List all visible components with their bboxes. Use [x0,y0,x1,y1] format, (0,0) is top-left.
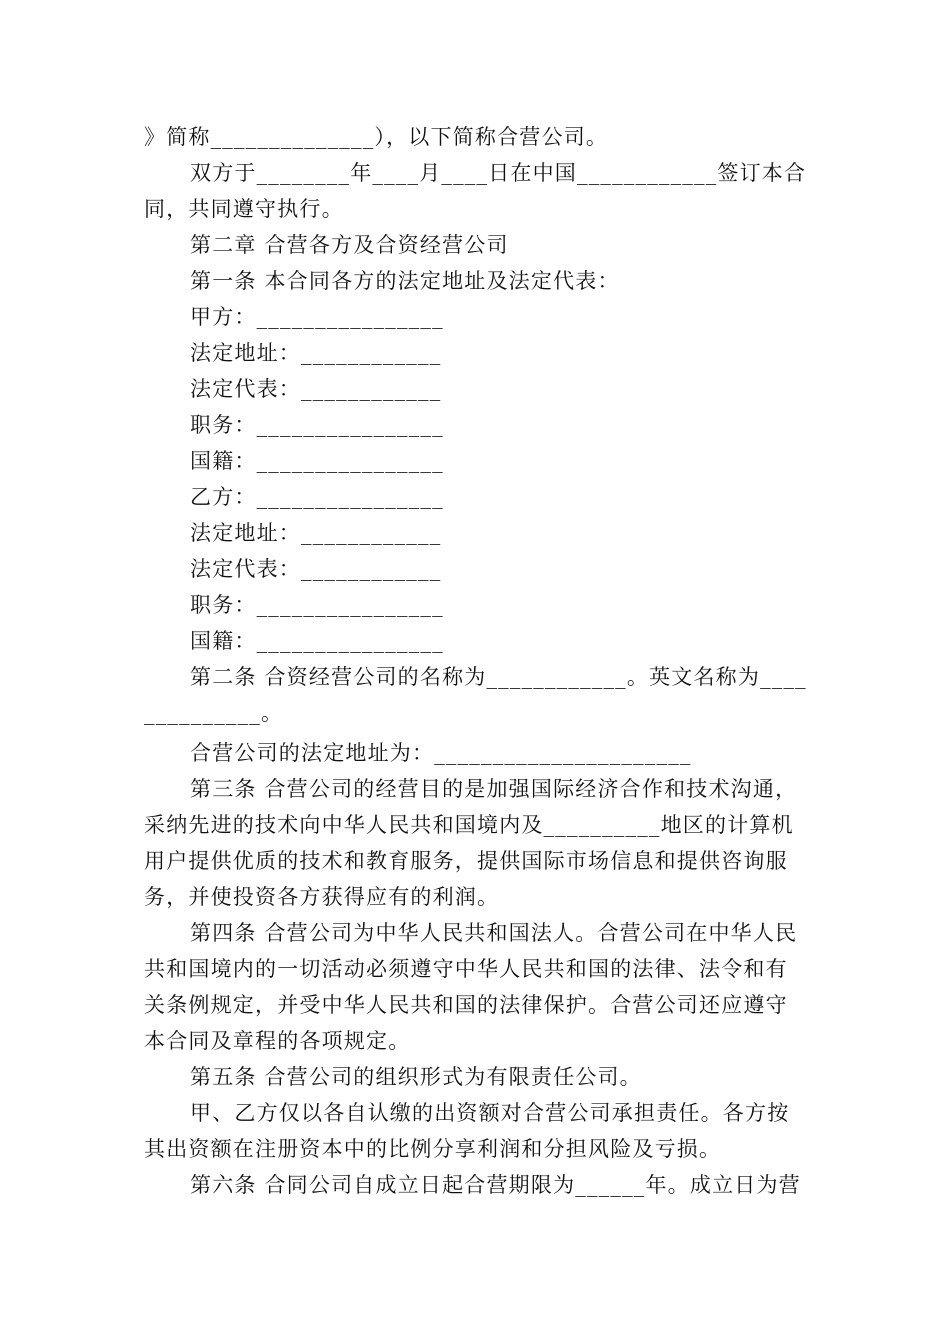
party-b-field: 乙方：________________ [190,485,444,509]
representative-field: 法定代表：____________ [190,377,442,401]
text-line: __________。 [144,701,284,725]
party-a-field: 甲方：________________ [190,305,444,329]
text-line: 本合同及章程的各项规定。 [144,1029,411,1053]
text-line: 共和国境内的一切活动必须遵守中华人民共和国的法律、法令和有 [144,957,788,981]
text-line: 甲、乙方仅以各自认缴的出资额对合营公司承担责任。各方按 [190,1101,790,1125]
position-field: 职务：________________ [190,593,444,617]
text-line: 用户提供优质的技术和教育服务，提供国际市场信息和提供咨询服 [144,849,788,873]
text-line: 双方于________年____月____日在中国____________签订本合 [190,161,807,185]
text-line: 第六条 合同公司自成立日起合营期限为______年。成立日为营 [190,1173,801,1197]
chapter-heading: 第二章 合营各方及合资经营公司 [190,233,509,257]
text-line: 合营公司的法定地址为：______________________ [190,741,692,765]
position-field: 职务：________________ [190,413,444,437]
text-line: 》简称______________），以下简称合营公司。 [144,125,609,149]
text-line: 关条例规定，并受中华人民共和国的法律保护。合营公司还应遵守 [144,993,788,1017]
text-line: 采纳先进的技术向中华人民共和国境内及__________地区的计算机 [144,813,794,837]
text-line: 第三条 合营公司的经营目的是加强国际经济合作和技术沟通， [190,777,798,801]
text-line: 第二条 合资经营公司的名称为____________。英文名称为____ [190,665,807,689]
text-line: 务，并使投资各方获得应有的利润。 [144,885,500,909]
text-line: 第四条 合营公司为中华人民共和国法人。合营公司在中华人民 [190,921,798,945]
text-line: 其出资额在注册资本中的比例分享利润和分担风险及亏损。 [144,1137,722,1161]
representative-field: 法定代表：____________ [190,557,442,581]
text-line: 第五条 合营公司的组织形式为有限责任公司。 [190,1065,642,1089]
text-line: 同，共同遵守执行。 [144,197,344,221]
nationality-field: 国籍：________________ [190,449,444,473]
address-field: 法定地址：____________ [190,341,442,365]
address-field: 法定地址：____________ [190,521,442,545]
nationality-field: 国籍：________________ [190,629,444,653]
article-heading: 第一条 本合同各方的法定地址及法定代表： [190,269,620,293]
